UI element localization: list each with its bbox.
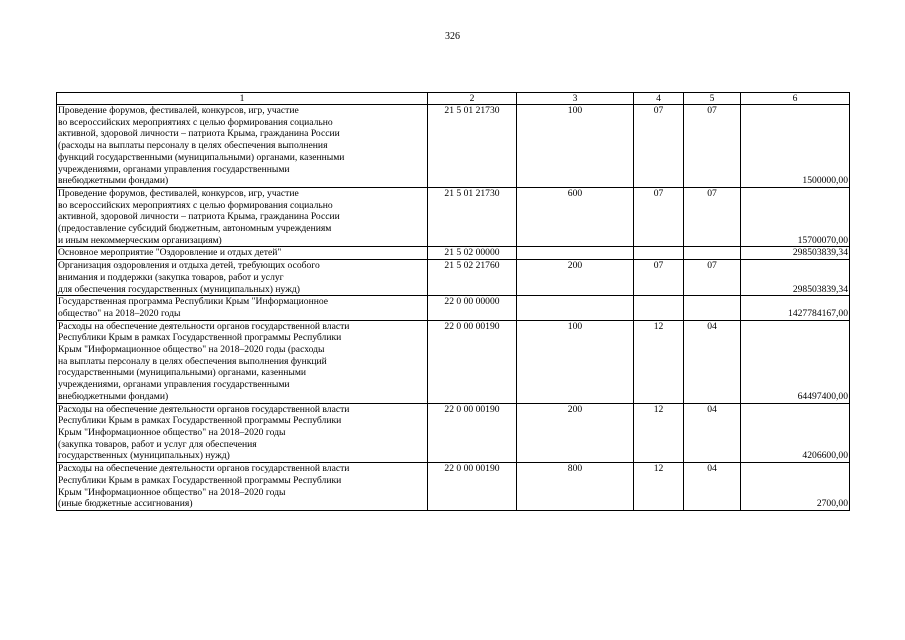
row-name-cell: Основное мероприятие "Оздоровление и отдых детей" <box>57 247 428 260</box>
expense-type-cell: 800 <box>517 463 634 511</box>
subsection-cell <box>684 296 741 320</box>
expense-type-cell <box>517 296 634 320</box>
table-row <box>57 260 850 296</box>
section-cell: 12 <box>634 403 684 463</box>
expense-type-cell: 100 <box>517 105 634 188</box>
expense-type-cell: 100 <box>517 320 634 403</box>
target-code-cell: 21 5 02 21760 <box>428 260 517 296</box>
page-number: 326 <box>445 31 460 42</box>
subsection-cell: 04 <box>684 320 741 403</box>
row-name-cell: Государственная программа Республики Крым "Информационное общество" на 2018–2020 годы <box>57 296 428 320</box>
column-header: 1 <box>57 93 428 105</box>
table-row <box>57 320 850 403</box>
target-code-cell: 21 5 01 21730 <box>428 105 517 188</box>
subsection-cell <box>684 247 741 260</box>
subsection-cell: 04 <box>684 463 741 511</box>
subsection-cell: 07 <box>684 187 741 247</box>
section-cell <box>634 247 684 260</box>
column-header: 3 <box>517 93 634 105</box>
subsection-cell: 07 <box>684 105 741 188</box>
amount-cell: 298503839,34 <box>741 247 850 260</box>
row-name-cell: Проведение форумов, фестивалей, конкурсов, игр, участие во всероссийских мероприятиях с целью формирования социально активной, здоровой личности – патриота Крыма, гражданина России (предоставление субсидий бюджетным, автономным учреждениям и иным некоммерческим организациям) <box>57 187 428 247</box>
row-name-cell: Расходы на обеспечение деятельности органов государственной власти Республики Крым в рамках Государственной программы Республики Крым "Информационное общество" на 2018–2020 годы (иные бюджетные ассигнования) <box>57 463 428 511</box>
table-row <box>57 247 850 260</box>
section-cell <box>634 296 684 320</box>
amount-cell: 298503839,34 <box>741 260 850 296</box>
expense-type-cell: 200 <box>517 403 634 463</box>
target-code-cell: 22 0 00 00190 <box>428 320 517 403</box>
section-cell: 07 <box>634 260 684 296</box>
target-code-cell: 21 5 01 21730 <box>428 187 517 247</box>
row-name-cell: Расходы на обеспечение деятельности органов государственной власти Республики Крым в рамках Государственной программы Республики Крым "Информационное общество" на 2018–2020 годы (расходы на выплаты персоналу в целях обеспечения выполнения функций государственными (муниципальными) органами, казенными учреждениями, органами управления государственными внебюджетными фондами) <box>57 320 428 403</box>
table-row <box>57 403 850 463</box>
row-name-cell: Организация оздоровления и отдыха детей, требующих особого внимания и поддержки (закупка товаров, работ и услуг для обеспечения государственных (муниципальных) нужд) <box>57 260 428 296</box>
table-row <box>57 105 850 188</box>
section-cell: 12 <box>634 463 684 511</box>
target-code-cell: 21 5 02 00000 <box>428 247 517 260</box>
section-cell: 07 <box>634 187 684 247</box>
section-cell: 12 <box>634 320 684 403</box>
row-name-cell: Расходы на обеспечение деятельности органов государственной власти Республики Крым в рамках Государственной программы Республики Крым "Информационное общество" на 2018–2020 годы (закупка товаров, работ и услуг для обеспечения государственных (муниципальных) нужд) <box>57 403 428 463</box>
amount-cell: 1500000,00 <box>741 105 850 188</box>
column-header: 4 <box>634 93 684 105</box>
subsection-cell: 07 <box>684 260 741 296</box>
column-header: 2 <box>428 93 517 105</box>
section-cell: 07 <box>634 105 684 188</box>
amount-cell: 15700070,00 <box>741 187 850 247</box>
table-header-row <box>57 93 850 105</box>
amount-cell: 2700,00 <box>741 463 850 511</box>
target-code-cell: 22 0 00 00190 <box>428 403 517 463</box>
expense-type-cell <box>517 247 634 260</box>
amount-cell: 4206600,00 <box>741 403 850 463</box>
expense-type-cell: 600 <box>517 187 634 247</box>
expense-type-cell: 200 <box>517 260 634 296</box>
table-row <box>57 463 850 511</box>
budget-table <box>56 92 850 511</box>
target-code-cell: 22 0 00 00000 <box>428 296 517 320</box>
amount-cell: 1427784167,00 <box>741 296 850 320</box>
table-row <box>57 187 850 247</box>
table-row <box>57 296 850 320</box>
row-name-cell: Проведение форумов, фестивалей, конкурсов, игр, участие во всероссийских мероприятиях с целью формирования социально активной, здоровой личности – патриота Крыма, гражданина России (расходы на выплаты персоналу в целях обеспечения выполнения функций государственными (муниципальными) органами, казенными учреждениями, органами управления государственными внебюджетными фондами) <box>57 105 428 188</box>
column-header: 5 <box>684 93 741 105</box>
column-header: 6 <box>741 93 850 105</box>
target-code-cell: 22 0 00 00190 <box>428 463 517 511</box>
subsection-cell: 04 <box>684 403 741 463</box>
amount-cell: 64497400,00 <box>741 320 850 403</box>
